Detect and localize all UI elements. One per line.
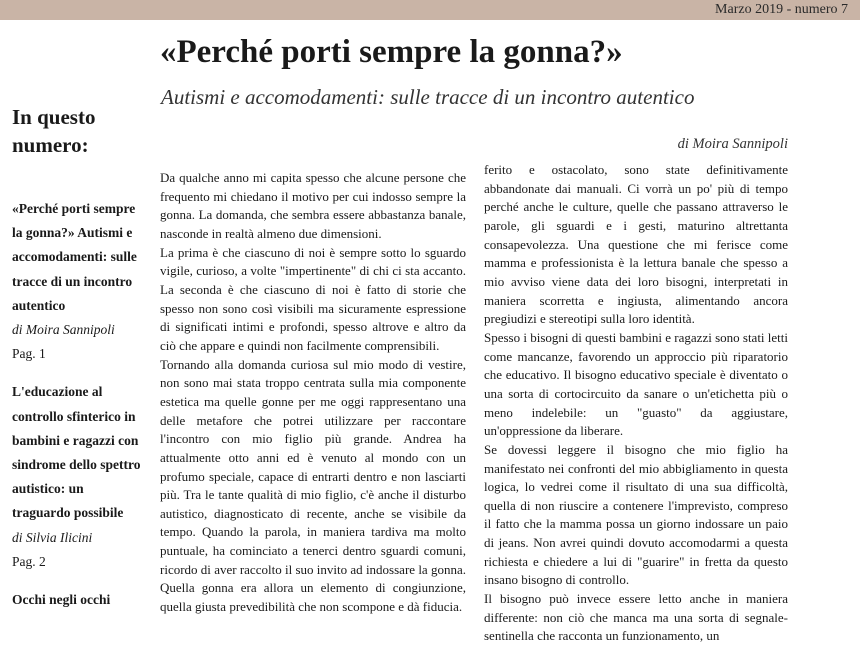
- toc-item[interactable]: [12, 197, 144, 366]
- toc-item-author: di Moira Sannipoli: [12, 322, 115, 338]
- toc-item-author: di Silvia Ilicini: [12, 529, 93, 545]
- toc-item-page: Pag. 2: [12, 553, 46, 569]
- issue-label: Marzo 2019 - numero 7: [715, 2, 848, 17]
- article-column-left: [160, 169, 466, 617]
- toc-item-title[interactable]: «Perché porti sempre la gonna?» Autismi e accomodamenti: sulle tracce di un incontro autentico: [12, 201, 137, 313]
- toc-item-page: Pag. 1: [12, 346, 46, 362]
- toc-item[interactable]: [12, 380, 144, 574]
- issue-header-bar: [0, 0, 860, 20]
- article-subtitle: Autismi e accomodamenti: sulle tracce di un incontro autentico: [161, 85, 695, 109]
- paragraph: La prima è che ciascuno di noi è sempre sotto lo sguardo vigile, curioso, a volte "impertinente" di chi ci sta accanto. La seconda è che ciascuno di noi è fatto di storie che spesso non sono così visibili ma sicuramente espressione di significati intimi e profondi, spesso altrove e altro da ciò che appare e quindi non facilmente comprensibili.: [160, 244, 466, 353]
- article-title: «Perché porti sempre la gonna?»: [160, 34, 623, 70]
- article-column-right: [484, 161, 788, 646]
- toc-item[interactable]: [12, 588, 144, 612]
- paragraph: Spesso i bisogni di questi bambini e ragazzi sono stati letti come mancanze, favorendo un approccio più riparatorio che educativo. Il bisogno educativo speciale è diventato o una sorta di cortocircuito da sanare o un'etichetta più o meno indelebile: un "guasto" da aggiustare, un'oppressione da liberare.: [484, 329, 789, 439]
- paragraph: Da qualche anno mi capita spesso che alcune persone che frequento mi chiedano il motivo per cui indosso sempre la gonna. La domanda, che sembra essere abbastanza banale, nasconde in realtà almeno due dimensioni.: [160, 170, 466, 241]
- toc-item-title[interactable]: Occhi negli occhi: [12, 592, 111, 608]
- table-of-contents: [12, 103, 144, 626]
- toc-heading: In questo numero:: [12, 105, 96, 157]
- paragraph: Il bisogno può invece essere letto anche in maniera differente: non ciò che manca ma una sorta di segnale-sentinella che racconta un funzionamento, un: [484, 591, 788, 644]
- paragraph: ferito e ostacolato, sono state definitivamente abbandonate dai manuali. Ci vorrà un po' più di tempo perché anche le culture, quelle che passano attraverso le parole, gli sguardi e i gesti, maturino altrettanta consapevolezza. Una questione che mi ferisce come mamma e professionista è la lettura banale che spesso a mio avviso viene data dei loro bisogni, interpretati in maniera scorretta e ingiusta, alimentando ancora pregiudizi e stereotipi sulla loro identità.: [484, 162, 788, 327]
- toc-item-title[interactable]: L'educazione al controllo sfinterico in bambini e ragazzi con sindrome dello spettro autistico: un traguardo possibile: [12, 384, 141, 521]
- paragraph: Tornando alla domanda curiosa sul mio modo di vestire, non sono mai stata troppo centrata sulla mia componente estetica ma quelle gonne per me oggi rappresentano una delle metafore che potrei utilizzare per raccontare l'incontro con mio figlio più grande. Andrea ha attualmente otto anni ed è venuto al mondo con un profumo speciale, capace di entrarti dentro e non lasciarti più. Tra le tante qualità di mio figlio, c'è anche il disturbo autistico, diagnosticato di recente, anche se visibile da tempo. Quando la parola, in maniera tardiva ma molto puntuale, ha cominciato a tenerci dentro sguardi comuni, ricordo di aver raccolto il suo invito ad indossare la gonna. Quella gonna era allora un elemento di congiunzione, quella giusta prevedibilità che non scompone e dà fiducia.: [160, 356, 466, 615]
- paragraph: Se dovessi leggere il bisogno che mio figlio ha manifestato nei confronti del mio abbigliamento in questa logica, lo vedrei come il risultato di una sua difficoltà, quella di non riuscire a contenere l'imprevisto, compreso il fatto che la mamma possa un giorno indossare un paio di jeans. Non avrei quindi dovuto accomodarmi a questa richiesta e chiedere a lui di "guarire" in fretta da questo insano bisogno di controllo.: [484, 441, 788, 588]
- article-byline: di Moira Sannipoli: [677, 136, 788, 152]
